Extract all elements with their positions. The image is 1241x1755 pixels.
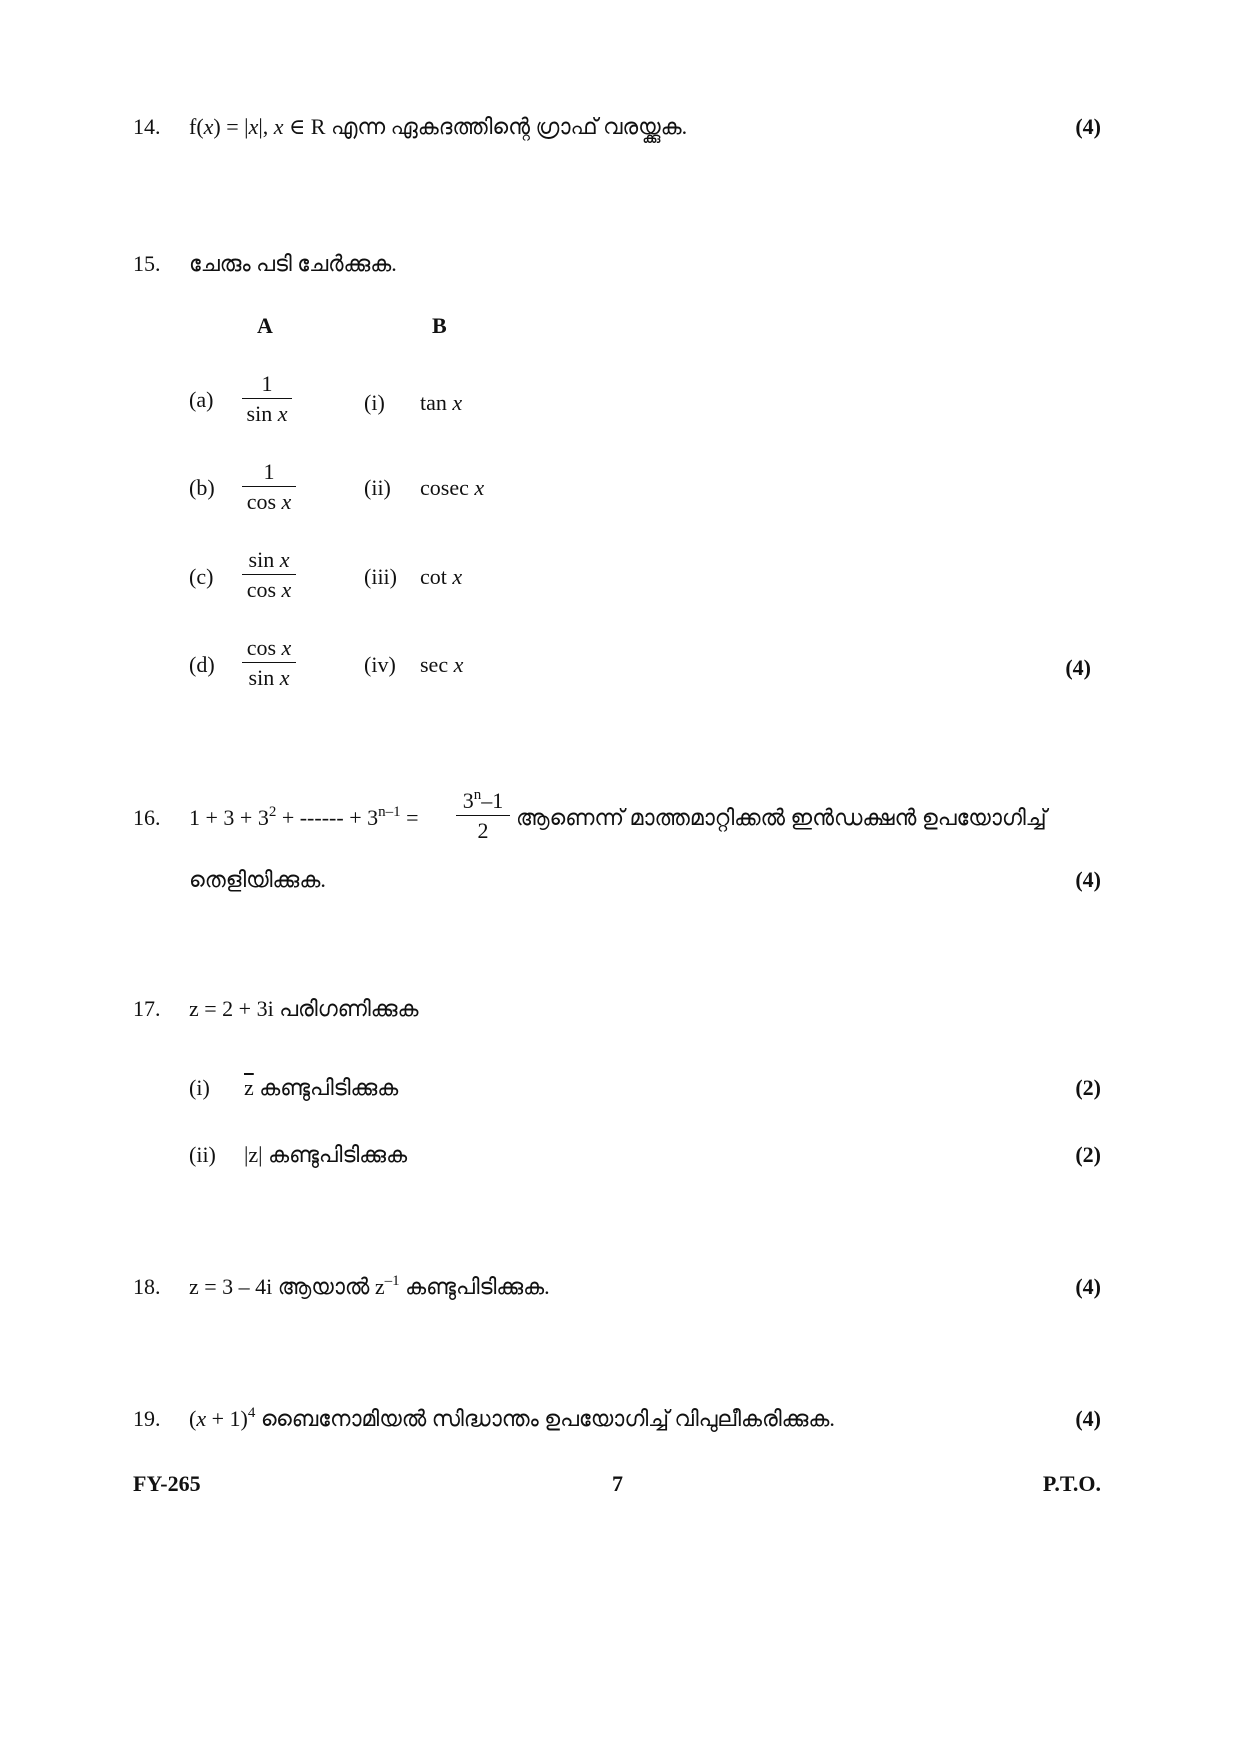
question-text: z = 2 + 3i പരിഗണിക്കുക [189, 996, 419, 1021]
marks: (2) [1075, 1075, 1101, 1100]
row-label: (c) [189, 564, 214, 589]
column-b-header: B [432, 313, 447, 338]
match-value: tan x [420, 390, 463, 415]
sub-question-label: (i) [189, 1075, 210, 1100]
sub-question-text: $\overline{z}$ കണ്ടുപിടിക്കുക [244, 1075, 399, 1100]
page-number: 7 [612, 1471, 623, 1496]
match-value: cosec x [420, 475, 485, 500]
marks: (4) [1075, 1274, 1101, 1299]
question-number: 16. [133, 805, 161, 830]
fraction: $\frac{1}{\text{sin x}}$ [242, 371, 292, 428]
sub-question-text: |z| കണ്ടുപിടിക്കുക [244, 1142, 408, 1167]
column-a-header: A [257, 313, 273, 338]
question-text: ആണെന്ന് മാത്തമാറ്റിക്കൽ ഇൻഡക്ഷൻ ഉപയോഗിച്ച് [516, 805, 1047, 830]
marks: (4) [1075, 114, 1101, 139]
question-number: 19. [133, 1406, 161, 1431]
question-text: f(x) = |x|, x ∈ R എന്ന ഏകദത്തിന്റെ ഗ്രാഫ് വരയ്ക്കുക. [189, 114, 688, 139]
question-number: 17. [133, 996, 161, 1021]
match-value: cot x [420, 564, 463, 589]
fraction: $\frac{\text{cos x}}{\text{sin x}}$ [242, 635, 296, 692]
question-text: z = 3 – 4i ആയാൽ $z^{-1}$ കണ്ടുപിടിക്കുക. [189, 1273, 550, 1299]
marks: (4) [1075, 1406, 1101, 1431]
row-label: (d) [189, 652, 215, 677]
question-number: 14. [133, 114, 161, 139]
row-label: (b) [189, 475, 215, 500]
sub-question-label: (ii) [189, 1142, 216, 1167]
match-label: (iii) [364, 564, 397, 589]
fraction: $\frac{3^n-1}{2}$ [456, 788, 510, 845]
fraction: $\frac{1}{\text{cos x}}$ [242, 459, 296, 516]
match-value: sec x [420, 652, 464, 677]
marks: (2) [1075, 1142, 1101, 1167]
marks: (4) [1075, 867, 1101, 892]
series-expression: $1 + 3 + 3^2$ + ------ + $3^{n-1}$ = [189, 804, 419, 830]
match-label: (ii) [364, 475, 391, 500]
question-number: 18. [133, 1274, 161, 1299]
please-turn-over: P.T.O. [1042, 1471, 1101, 1496]
question-text: $(x + 1)^4$ ബൈനോമിയൽ സിദ്ധാന്തം ഉപയോഗിച്ച് വിപുലീകരിക്കുക. [189, 1405, 835, 1431]
match-label: (i) [364, 390, 385, 415]
fraction: $\frac{\text{sin x}}{\text{cos x}}$ [242, 547, 296, 604]
question-text-continued: തെളിയിക്കുക. [189, 867, 326, 892]
question-number: 15. [133, 251, 161, 276]
question-text: ചേരും പടി ചേർക്കുക. [189, 251, 397, 276]
match-label: (iv) [364, 652, 396, 677]
marks: (4) [1065, 655, 1091, 680]
row-label: (a) [189, 387, 214, 412]
paper-code: FY-265 [133, 1471, 201, 1496]
